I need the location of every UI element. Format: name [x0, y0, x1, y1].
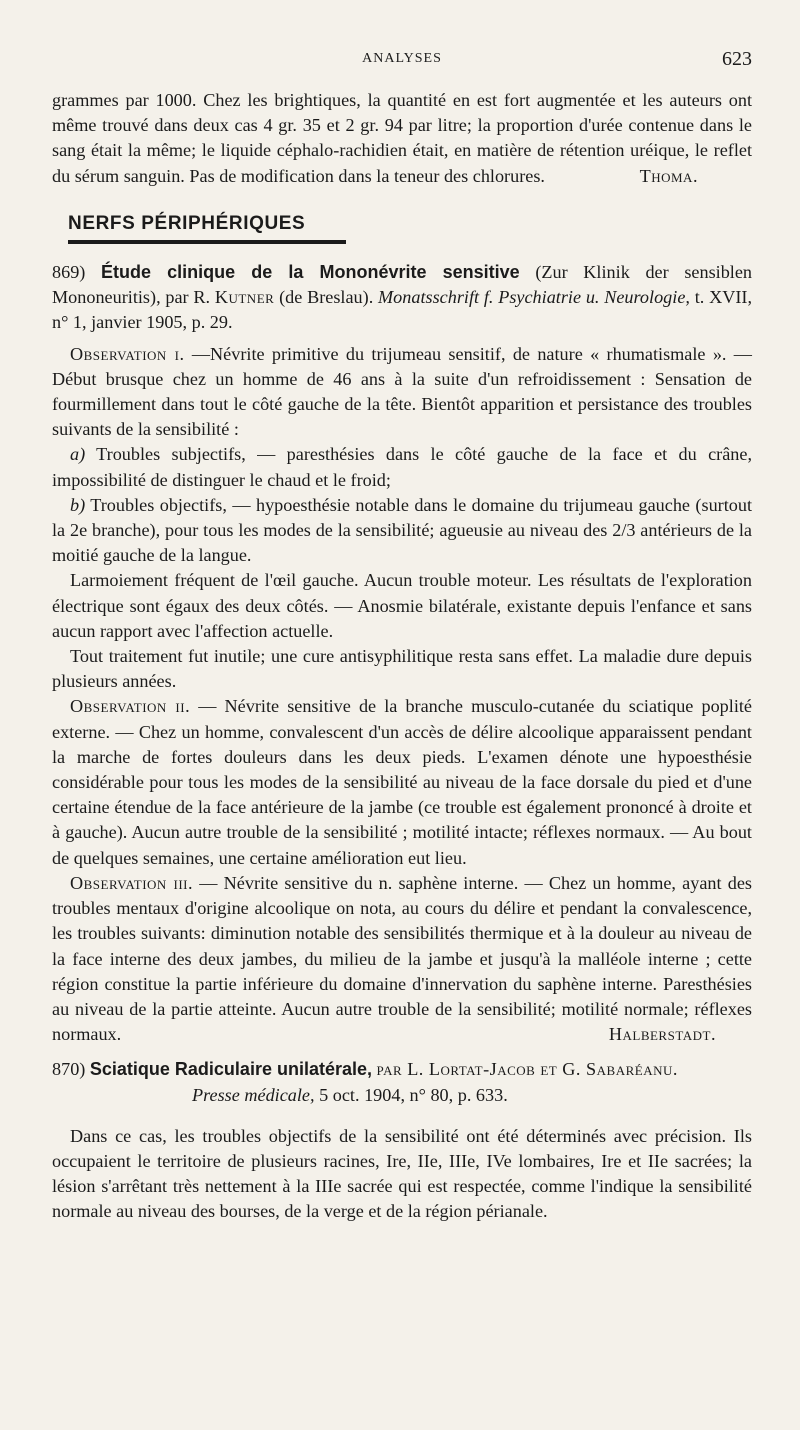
obs-1-paragraph — [52, 342, 752, 443]
page-number: 623 — [722, 48, 752, 70]
obs-2-lead: Observation ii. — [70, 696, 191, 717]
intro-signature: Thoma. — [639, 165, 698, 186]
intro-text: grammes par 1000. Chez les brightiques, la quantité en est fort augmentée et les auteurs ont même trouvé dans deux cas 4 gr. 35 et 2 gr. 94 par litre; la proportion d'urée contenue dans le sang était la même; le liquide céphalo-rachidien était, en matière de rétention uréique, le reflet du sérum sanguin. Pas de modification dans la teneur des chlorures. — [52, 90, 752, 186]
article-869-ref: t. XVII, n° 1, janvier 1905, p. 29. — [52, 287, 753, 333]
section-rule — [68, 240, 346, 244]
obs-2-text: — Névrite sensitive de la branche musculo-cutanée du sciatique poplité externe. — Chez un homme, convalescent d'un accès de délire alcoolique apparaissent pendant la marche de fortes douleurs dans les deux pieds. L'examen dénote une hypoesthésie considérable pour tous les modes de la sensibilité au niveau de la face dorsale du pied et d'une certaine étendue de la face antérieure de la jambe (ce trouble est également prononcé à droite et à gauche). Aucun autre trouble de la sensibilité ; motilité intacte; réflexes normaux. — Au bout de quelques semaines, une certaine amélioration eut lieu. — [52, 696, 753, 868]
obs-1a-paragraph — [52, 442, 752, 492]
obs-1b-paragraph — [52, 493, 752, 569]
running-head — [52, 48, 752, 74]
article-870-authors: par L. Lortat-Jacob et G. Sabaréanu. — [376, 1059, 678, 1080]
article-870-ref: 5 oct. 1904, n° 80, p. 633. — [319, 1084, 508, 1105]
obs-1d-paragraph — [52, 644, 752, 694]
article-869-title: Étude clinique de la Mononévrite sensitive — [101, 262, 520, 283]
article-869-number: 869) — [52, 262, 86, 283]
article-870-heading — [52, 1057, 752, 1082]
obs-1a-text: Troubles subjectifs, — paresthésies dans le côté gauche de la face et du crâne, impossibilité de distinguer le chaud et le froid; — [52, 444, 752, 490]
article-869-journal: Monatsschrift f. Psychiatrie u. Neurologie, — [378, 287, 690, 308]
obs-3-paragraph — [52, 871, 752, 1047]
article-870-paragraph: Dans ce cas, les troubles objectifs de la sensibilité ont été déterminés avec précision. Ils occupaient le territoire de plusieurs racines, Ire, IIe, IIIe, IVe lombaires, Ire et IIe sacrées; la lésion s'arrêtant très nettement à la IIIe sacrée qui est respectée, comme l'indique la sensibilité normale au niveau des bourses, de la verge et de la région périanale. — [52, 1125, 752, 1222]
article-870-number: 870) — [52, 1059, 86, 1080]
article-869-author: Kutner — [214, 287, 275, 308]
obs-1b-lead: b) — [70, 494, 86, 515]
obs-1b-text: Troubles objectifs, — hypoesthésie notable dans le domaine du trijumeau gauche (surtout la 2e branche), pour tous les modes de la sensibilité; agueusie au niveau des 2/3 antérieurs de la moitié gauche de la langue. — [52, 494, 753, 566]
section-title: NERFS PÉRIPHÉRIQUES — [68, 212, 306, 234]
obs-1a-lead: a) — [70, 444, 86, 465]
article-869-author-place: (de Breslau). — [279, 287, 374, 308]
article-869-signature: Halberstadt. — [608, 1024, 716, 1045]
obs-1-text: —Névrite primitive du trijumeau sensitif, de nature « rhumatismale ». — Début brusque chez un homme de 46 ans à la suite d'un refroidissement : Sensation de fourmillement dans tout le côté gauche de la tête. Bientôt apparition et persistance des troubles suivants de la sensibilité : — [52, 343, 752, 440]
obs-3-text: — Névrite sensitive du n. saphène interne. — Chez un homme, ayant des troubles mentaux d'origine alcoolique on nota, au cours du délire et pendant la convalescence, les troubles suivants: diminution notable des sensibilités thermique et à la douleur au niveau de la face interne des deux jambes, du milieu de la jambe et jusqu'à la malléole interne ; cette région constitue la partie inférieure du domaine d'innervation du saphène interne. Paresthésies au niveau de la partie atteinte. Aucun autre trouble de la sensibilité; motilité normale; réflexes normaux. — [52, 872, 752, 1045]
obs-2-paragraph — [52, 694, 752, 870]
obs-3-lead: Observation iii. — [70, 872, 194, 893]
article-869-subtitle: (Zur Klinik der sensiblen Mononeuritis), par R. — [52, 262, 753, 308]
article-870-journal: Presse médicale, — [192, 1084, 315, 1105]
intro-paragraph — [52, 88, 752, 189]
article-870-title: Sciatique Radiculaire unilatérale, — [89, 1059, 372, 1080]
obs-1c-text: Larmoiement fréquent de l'œil gauche. Aucun trouble moteur. Les résultats de l'exploration électrique sont égaux des deux côtés. — Anosmie bilatérale, existante depuis l'enfance et sans aucun rapport avec l'affection actuelle. — [52, 570, 752, 641]
running-title: ANALYSES — [362, 51, 442, 66]
body-text — [52, 88, 752, 1225]
article-869-heading — [52, 260, 752, 336]
obs-1d-text: Tout traitement fut inutile; une cure antisyphilitique resta sans effet. La maladie dure depuis plusieurs années. — [52, 646, 752, 692]
obs-1c-paragraph — [52, 568, 752, 644]
obs-1-lead: Observation i. — [70, 343, 185, 364]
article-870-citation — [52, 1083, 752, 1108]
